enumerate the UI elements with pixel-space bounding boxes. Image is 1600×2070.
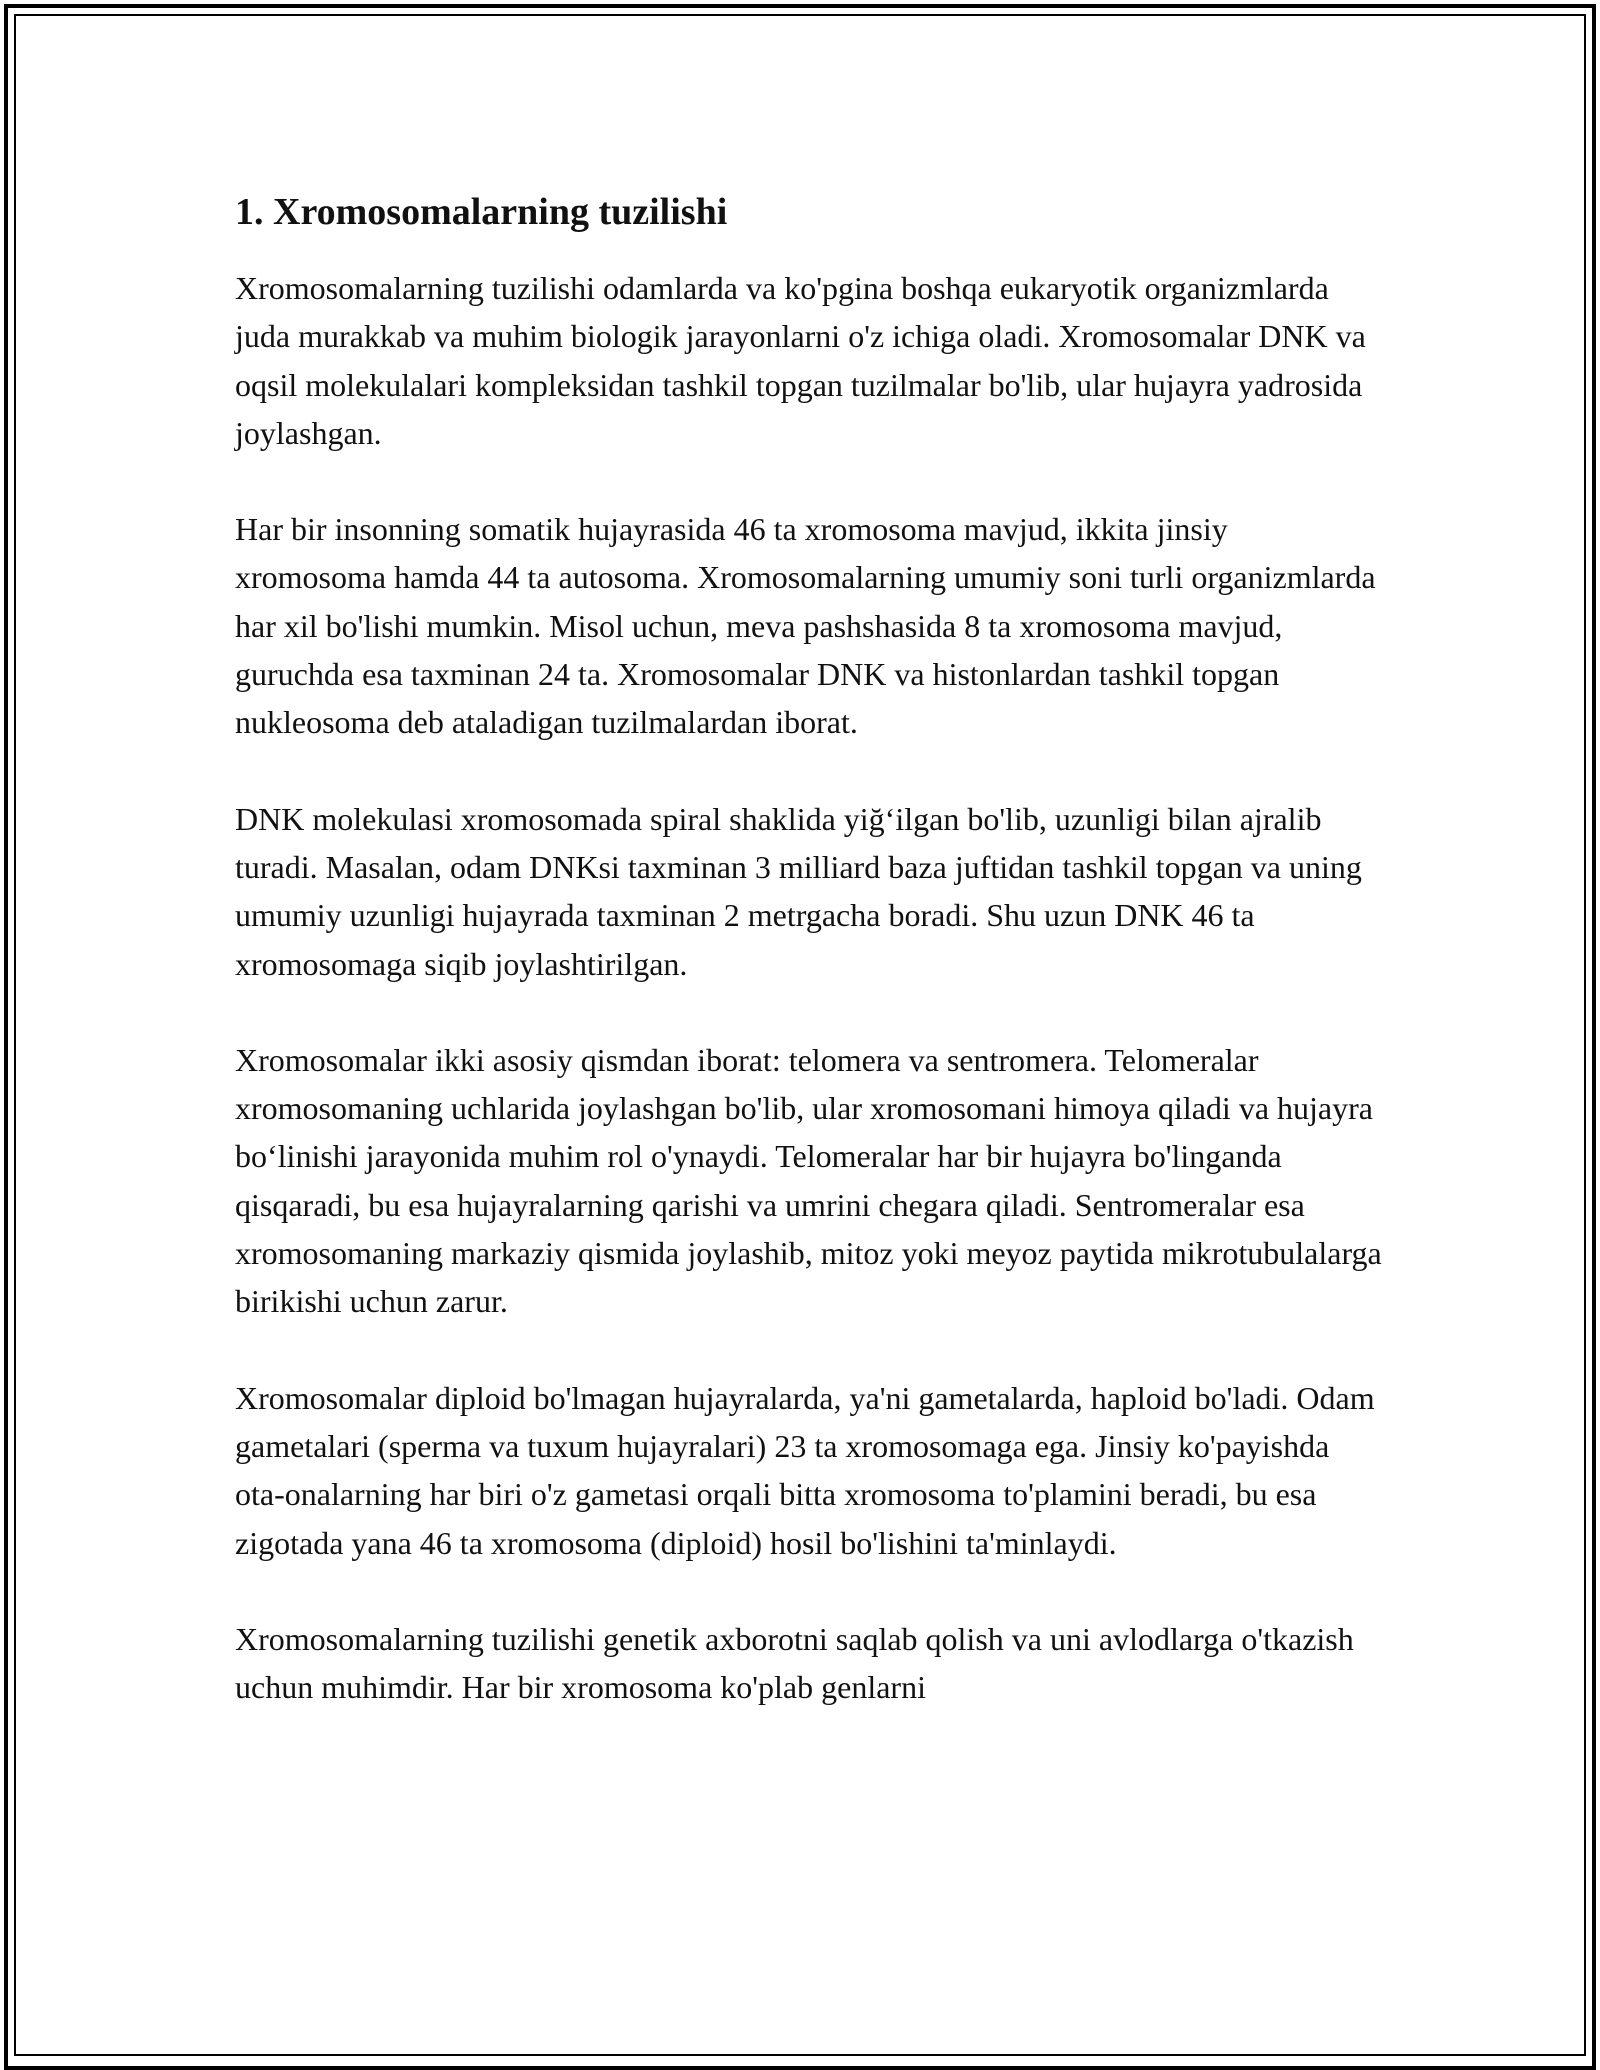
- document-body: [235, 188, 1385, 1759]
- paragraph-6: Xromosomalarning tuzilishi genetik axborotni saqlab qolish va uni avlodlarga o'tkazish uchun muhimdir. Har bir xromosoma ko'plab genlarni: [235, 1620, 1354, 1706]
- paragraph-1: Xromosomalarning tuzilishi odamlarda va ko'pgina boshqa eukaryotik organizmlarda juda murakkab va muhim biologik jarayonlarni o'z ichiga oladi. Xromosomalar DNK va oqsil molekulalari kompleksidan tashkil topgan tuzilmalar bo'lib, ular hujayra yadrosida joylashgan.: [235, 270, 1366, 451]
- paragraph-4: Xromosomalar ikki asosiy qismdan iborat: telomera va sentromera. Telomeralar xromosomaning uchlarida joylashgan bo'lib, ular xromosomani himoya qiladi va hujayra bo‘linishi jarayonida muhim rol o'ynaydi. Telomeralar har bir hujayra bo'linganda qisqaradi, bu esa hujayralarning qarishi va umrini chegara qiladi. Sentromeralar esa xromosomaning markaziy qismida joylashib, mitoz yoki meyoz paytida mikrotubulalarga birikishi uchun zarur.: [235, 1041, 1382, 1320]
- section-heading: 1. Xromosomalarning tuzilishi: [235, 191, 728, 233]
- paragraph-2: Har bir insonning somatik hujayrasida 46 ta xromosoma mavjud, ikkita jinsiy xromosoma hamda 44 ta autosoma. Xromosomalarning umumiy soni turli organizmlarda har xil bo'lishi mumkin. Misol uchun, meva pashshasida 8 ta xromosoma mavjud, guruchda esa taxminan 24 ta. Xromosomalar DNK va histonlardan tashkil topgan nukleosoma deb ataladigan tuzilmalardan iborat.: [235, 511, 1376, 741]
- paragraph-5: Xromosomalar diploid bo'lmagan hujayralarda, ya'ni gametalarda, haploid bo'ladi. Odam gametalari (sperma va tuxum hujayralari) 23 ta xromosomaga ega. Jinsiy ko'payishda ota-onalarning har biri o'z gametasi orqali bitta xromosoma to'plamini beradi, bu esa zigotada yana 46 ta xromosoma (diploid) hosil bo'lishini ta'minlaydi.: [235, 1379, 1375, 1561]
- paragraph-3: DNK molekulasi xromosomada spiral shaklida yiğ‘ilgan bo'lib, uzunligi bilan ajralib turadi. Masalan, odam DNKsi taxminan 3 milliard baza juftidan tashkil topgan va uning umumiy uzunligi hujayrada taxminan 2 metrgacha boradi. Shu uzun DNK 46 ta xromosomaga siqib joylashtirilgan.: [235, 800, 1362, 982]
